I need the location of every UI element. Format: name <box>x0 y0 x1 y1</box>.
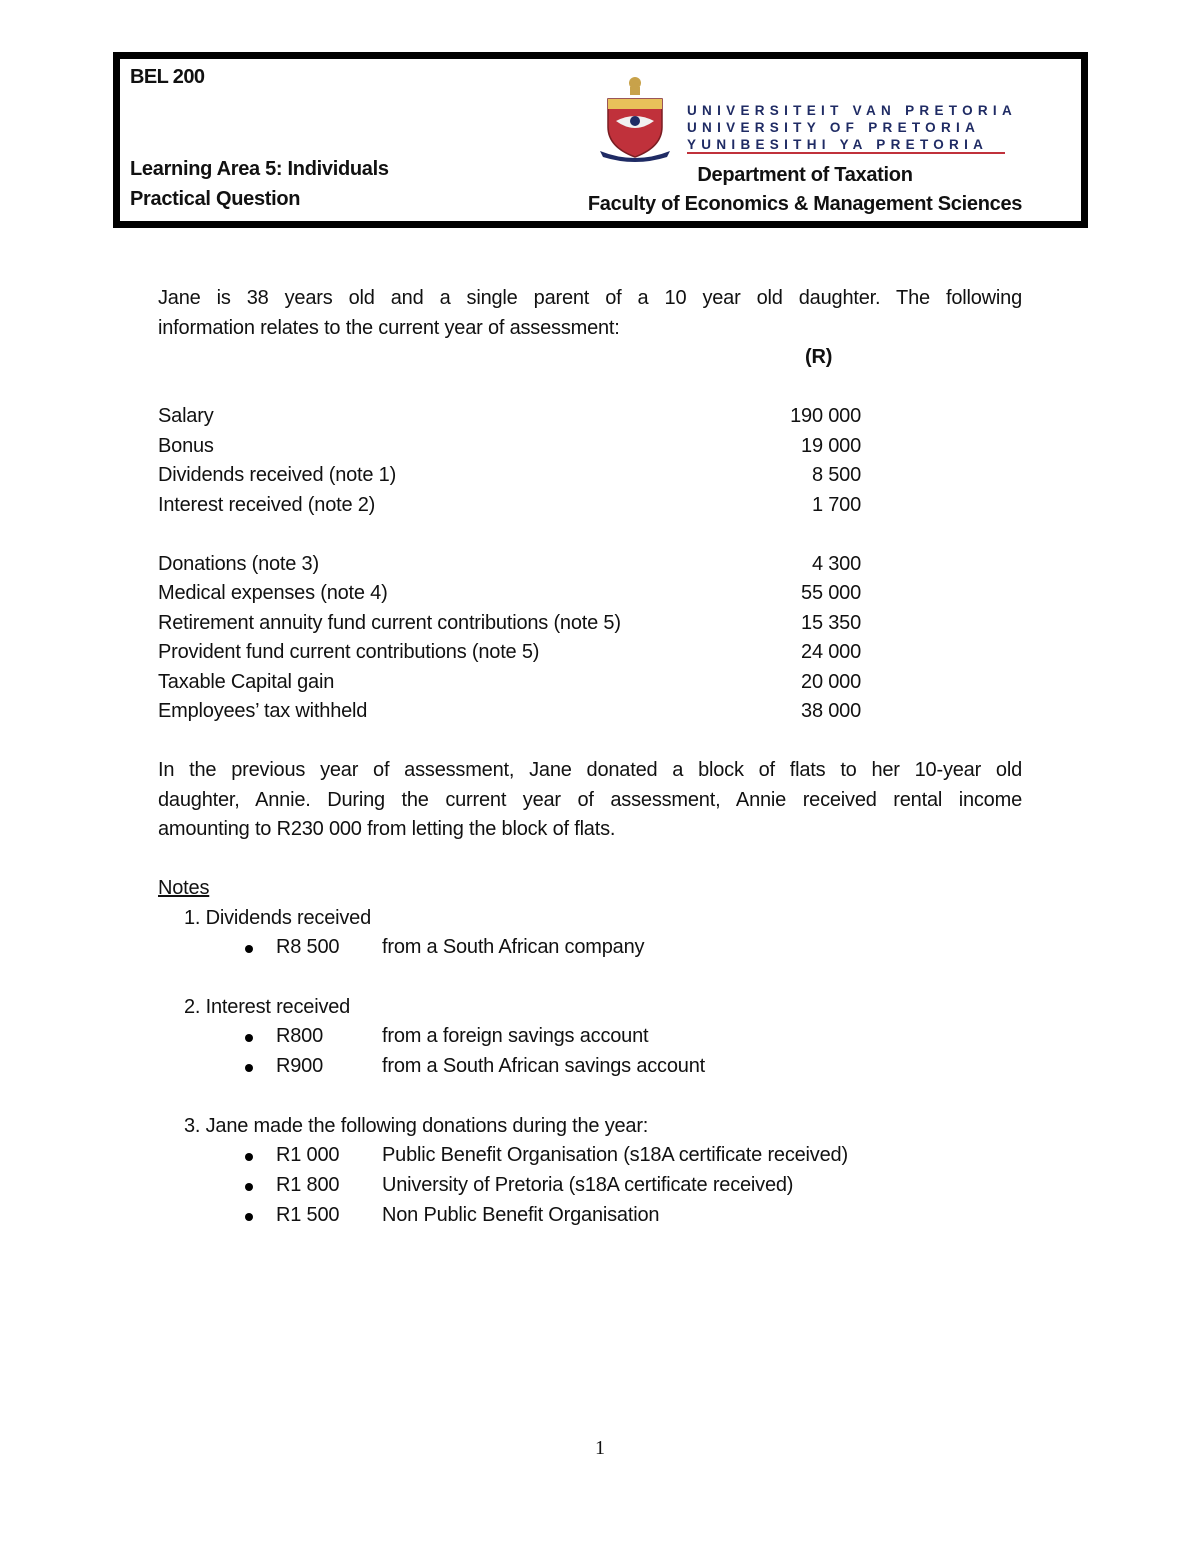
item-label: Dividends received (note 1) <box>158 464 397 486</box>
faculty-name: Faculty of Economics & Management Sciences <box>587 193 1023 215</box>
list-item <box>158 1141 1022 1171</box>
course-code: BEL 200 <box>130 66 205 88</box>
bullet-description: from a South African company <box>382 936 645 958</box>
item-label: Bonus <box>158 434 214 457</box>
previous-year-line-1: In the previous year of assessment, Jane donated a block of flats to her 10-year old <box>158 759 1022 781</box>
list-item <box>158 579 1022 609</box>
item-amount: 1 700 <box>811 493 861 516</box>
list-item <box>158 609 1022 639</box>
item-label: Salary <box>158 405 214 427</box>
list-item <box>158 1201 1022 1231</box>
item-label: Medical expenses (note 4) <box>158 582 388 604</box>
university-name-english: UNIVERSITY OF PRETORIA <box>687 120 981 135</box>
item-amount: 8 500 <box>811 464 861 486</box>
bullet-description: from a foreign savings account <box>382 1025 649 1047</box>
university-underline <box>687 152 1005 154</box>
list-item <box>158 491 1022 521</box>
list-item <box>158 550 1022 580</box>
item-amount: 24 000 <box>801 641 861 663</box>
bullet-icon <box>245 1183 253 1191</box>
item-label: Provident fund current contributions (note 5) <box>158 641 540 663</box>
deduction-list <box>158 550 1022 727</box>
note-2-heading: 2. Interest received <box>184 995 351 1018</box>
item-amount: 55 000 <box>801 582 861 604</box>
question-body <box>158 284 1022 1231</box>
university-name-afrikaans: UNIVERSITEIT VAN PRETORIA <box>687 103 1018 118</box>
department-name: Department of Taxation <box>697 164 913 186</box>
header-right-block <box>550 161 1060 219</box>
list-item <box>158 1171 1022 1201</box>
header-left-block <box>130 154 389 214</box>
university-crest-icon <box>596 73 674 163</box>
item-label: Interest received (note 2) <box>158 493 376 516</box>
bullet-description: University of Pretoria (s18A certificate received) <box>382 1174 794 1196</box>
income-list <box>158 402 1022 520</box>
currency-header <box>158 343 1022 373</box>
item-label: Taxable Capital gain <box>158 670 335 693</box>
learning-area: Learning Area 5: Individuals <box>130 158 389 180</box>
list-item <box>158 1052 1022 1082</box>
list-item <box>158 668 1022 698</box>
note-1-heading: 1. Dividends received <box>184 906 372 929</box>
item-amount: 15 350 <box>801 611 861 634</box>
item-label: Retirement annuity fund current contributions (note 5) <box>158 611 621 634</box>
previous-year-line-2: daughter, Annie. During the current year of assessment, Annie received rental income <box>158 788 1022 811</box>
bullet-description: from a South African savings account <box>382 1055 705 1077</box>
list-item <box>158 697 1022 727</box>
question-type: Practical Question <box>130 188 301 210</box>
item-amount: 190 000 <box>790 405 861 427</box>
bullet-amount: R1 000 <box>276 1144 340 1166</box>
university-name <box>687 102 1017 153</box>
bullet-amount: R8 500 <box>276 936 340 958</box>
bullet-icon <box>245 1034 253 1042</box>
item-amount: 4 300 <box>811 552 861 575</box>
currency-header-label: (R) <box>805 346 833 368</box>
document-header <box>113 52 1088 228</box>
notes-title: Notes <box>158 877 210 899</box>
university-name-sepedi: YUNIBESITHI YA PRETORIA <box>687 137 989 152</box>
bullet-description: Non Public Benefit Organisation <box>382 1204 660 1226</box>
bullet-amount: R1 500 <box>276 1204 340 1226</box>
item-amount: 20 000 <box>801 670 861 693</box>
bullet-amount: R900 <box>276 1055 324 1077</box>
previous-year-paragraph <box>158 756 1022 845</box>
bullet-icon <box>245 1064 253 1072</box>
bullet-icon <box>245 1213 253 1221</box>
list-item <box>158 1022 1022 1052</box>
item-amount: 19 000 <box>801 434 861 457</box>
item-amount: 38 000 <box>801 700 861 722</box>
list-item <box>158 933 1022 963</box>
previous-year-line-3: amounting to R230 000 from letting the block of flats. <box>158 818 616 840</box>
intro-line-1: Jane is 38 years old and a single parent of a 10 year old daughter. The following <box>158 287 1022 309</box>
page-number: 1 <box>595 1437 605 1459</box>
item-label: Employees’ tax withheld <box>158 700 368 722</box>
list-item <box>158 461 1022 491</box>
list-item <box>158 432 1022 462</box>
item-label: Donations (note 3) <box>158 552 319 575</box>
intro-line-2: information relates to the current year of assessment: <box>158 316 620 339</box>
bullet-description: Public Benefit Organisation (s18A certificate received) <box>382 1144 848 1166</box>
bullet-amount: R1 800 <box>276 1174 340 1196</box>
list-item <box>158 638 1022 668</box>
note-3-heading: 3. Jane made the following donations during the year: <box>184 1114 649 1137</box>
bullet-icon <box>245 945 253 953</box>
bullet-amount: R800 <box>276 1025 324 1047</box>
bullet-icon <box>245 1153 253 1161</box>
list-item <box>158 402 1022 432</box>
